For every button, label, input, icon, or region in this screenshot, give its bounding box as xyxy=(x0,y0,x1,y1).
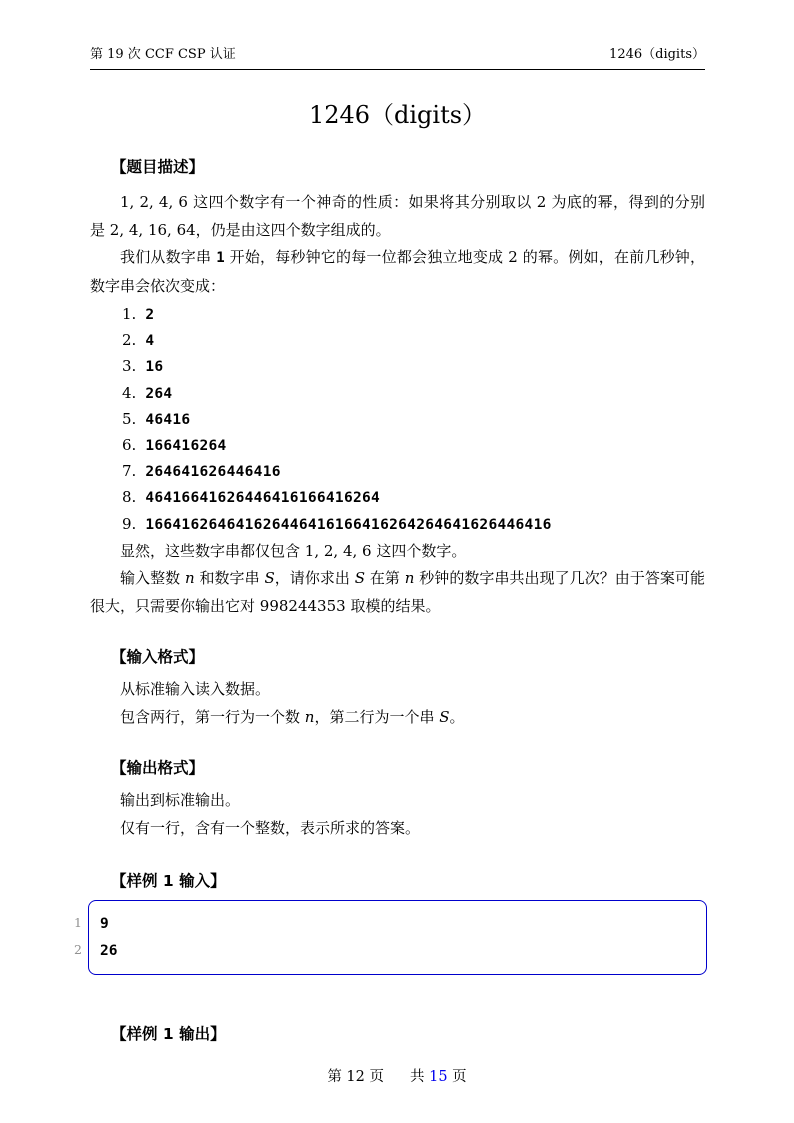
text-segment: 秒钟的数字串共出现了几次？由于答案可能很大，只需要你输出它对 xyxy=(90,569,705,615)
math-variable: S xyxy=(264,569,275,588)
text-segment: 在第 xyxy=(365,569,405,588)
list-item-value: 166416264 xyxy=(145,438,227,455)
section-heading-sample1-output: 【样例 1 输出】 xyxy=(111,1025,226,1044)
math-segment: 1, 2, 4, 6 xyxy=(120,193,188,211)
text-segment: 为底的幂，得到的分别是 xyxy=(90,193,705,239)
list-item-value: 166416264641626446416166416264264641626446416 xyxy=(145,516,552,533)
list-item-number: 3. xyxy=(122,357,137,376)
text-segment: 显然，这些数字串都仅包含 xyxy=(120,541,305,560)
list-item-number: 5. xyxy=(122,409,137,428)
math-segment: 2, 4, 16, 64 xyxy=(109,220,196,239)
math-variable: n xyxy=(304,707,315,726)
list-item xyxy=(90,459,705,485)
text-segment: 。 xyxy=(449,707,465,726)
list-item xyxy=(90,381,705,407)
text-segment: 开始，每秒钟它的每一位都会独立地变成 xyxy=(224,248,509,266)
list-item-value: 46416 xyxy=(145,411,191,428)
math-segment: 1, 2, 4, 6 xyxy=(304,541,372,560)
list-item-value: 264641626446416 xyxy=(145,464,281,481)
code-line-text: 9 xyxy=(100,916,109,933)
list-item-number: 1. xyxy=(122,305,137,323)
list-item-number: 6. xyxy=(122,436,137,455)
page-footer xyxy=(0,1068,794,1087)
list-item-value: 2 xyxy=(145,307,155,323)
output-format-paragraph-2: 仅有一行，含有一个整数，表示所求的答案。 xyxy=(120,818,421,837)
section-heading-sample1-input: 【样例 1 输入】 xyxy=(111,872,226,891)
math-segment: 998244353 xyxy=(259,596,346,615)
code-line xyxy=(74,937,694,964)
code-segment: 1 xyxy=(216,250,225,266)
output-format-paragraph-1: 输出到标准输出。 xyxy=(120,791,241,810)
section-heading-input-format: 【输入格式】 xyxy=(111,648,205,667)
page-title: 1246（digits） xyxy=(308,101,487,129)
list-item-number: 8. xyxy=(122,488,137,507)
line-number: 1 xyxy=(74,915,82,931)
description-paragraph-3 xyxy=(90,538,705,566)
section-heading-description: 【题目描述】 xyxy=(111,158,205,176)
header-left-text: 第 19 次 CCF CSP 认证 xyxy=(90,47,236,62)
text-segment: 这四个数字。 xyxy=(371,541,467,560)
list-item xyxy=(90,407,705,433)
code-line xyxy=(74,910,694,937)
input-format-paragraph-2 xyxy=(90,704,705,732)
footer-total-pre: 共 xyxy=(410,1069,430,1085)
description-paragraph-1 xyxy=(90,189,705,244)
math-segment: 2 xyxy=(508,248,518,266)
description-paragraph-4 xyxy=(90,565,705,620)
footer-total-pages-link[interactable]: 15 xyxy=(429,1069,448,1085)
text-segment: ，仍是由这四个数字组成的。 xyxy=(195,220,391,239)
list-item xyxy=(90,512,705,538)
sample-input-box xyxy=(74,900,707,975)
text-segment: ，请你求出 xyxy=(274,569,355,588)
text-segment: 这四个数字有一个神奇的性质：如果将其分别取以 xyxy=(187,193,537,211)
footer-total-post: 页 xyxy=(447,1069,467,1085)
line-number: 2 xyxy=(74,942,82,958)
list-item-number: 4. xyxy=(122,383,137,402)
text-segment: 的幂。例如，在前几秒钟，数字串会依次变成： xyxy=(90,248,705,295)
text-segment: 和数字串 xyxy=(194,569,265,588)
text-segment: 包含两行，第一行为一个数 xyxy=(120,707,305,726)
text-segment: ，第二行为一个串 xyxy=(314,707,440,726)
math-variable: S xyxy=(439,707,450,726)
input-format-paragraph-1: 从标准输入读入数据。 xyxy=(120,680,271,699)
list-item-value: 16 xyxy=(145,359,164,376)
list-item xyxy=(90,433,705,459)
list-item-number: 7. xyxy=(122,462,137,481)
math-variable: n xyxy=(184,569,195,588)
math-variable: S xyxy=(354,569,366,588)
footer-current-page: 第 12 页 xyxy=(327,1069,384,1085)
list-item-value: 46416641626446416166416264 xyxy=(145,490,381,507)
sequence-list xyxy=(90,302,705,538)
description-paragraph-2 xyxy=(90,244,705,300)
list-item xyxy=(90,302,705,328)
text-segment: 我们从数字串 xyxy=(120,248,217,266)
text-segment: 取模的结果。 xyxy=(345,596,441,615)
section-heading-output-format: 【输出格式】 xyxy=(111,759,205,778)
text-segment: 输入整数 xyxy=(120,569,185,588)
math-segment: 2 xyxy=(536,193,547,211)
list-item-value: 264 xyxy=(145,385,173,402)
code-line-text: 26 xyxy=(100,943,118,960)
list-item-number: 2. xyxy=(122,331,137,350)
list-item xyxy=(90,354,705,380)
math-variable: n xyxy=(404,569,415,588)
list-item xyxy=(90,328,705,354)
list-item-value: 4 xyxy=(145,333,155,350)
header-right-text: 1246（digits） xyxy=(609,47,705,62)
list-item-number: 9. xyxy=(122,514,137,533)
page-header xyxy=(90,46,705,70)
list-item xyxy=(90,485,705,511)
